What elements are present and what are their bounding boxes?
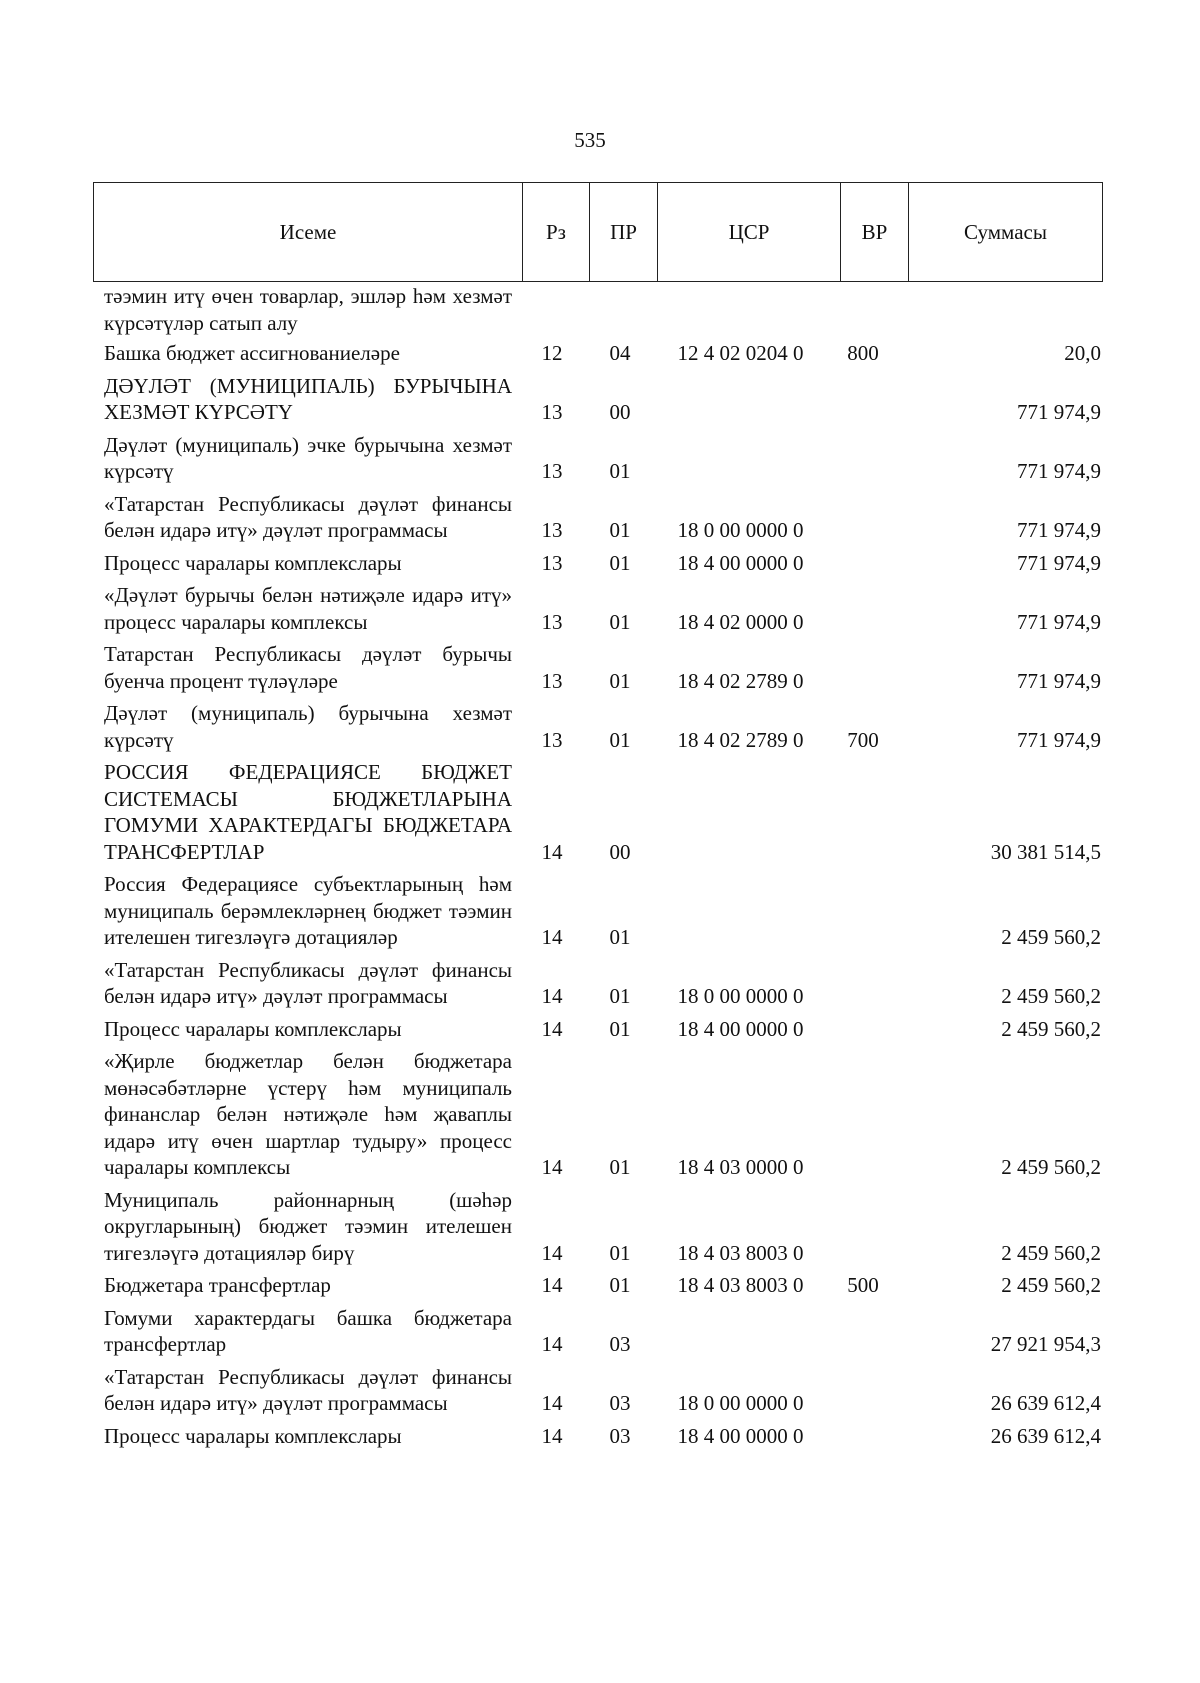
cell-sum: 27 921 954,3	[990, 1332, 1101, 1356]
cell-pr: 01	[609, 609, 631, 634]
cell-sum: 30 381 514,5	[990, 839, 1101, 864]
cell-rz: 14	[541, 1391, 563, 1415]
table-row	[104, 1305, 1101, 1358]
cell-rz: 14	[541, 1016, 563, 1041]
cell-name: «Татарстан Республикасы дәүләт финансы белән идарә итү» дәүләт программасы	[104, 1364, 512, 1415]
cell-name: Россия Федерациясе субъектларының һәм муниципаль берәмлекләрнең бюджет тәэмин ителешен тигезләүгә дотацияләр	[104, 872, 512, 949]
cell-csr: 18 4 03 8003 0	[677, 1240, 804, 1265]
cell-rz: 13	[541, 518, 563, 542]
table-row	[104, 1016, 1101, 1043]
table-row	[104, 1423, 1101, 1450]
column-header-vr: ВР	[841, 183, 909, 281]
table-row	[104, 582, 1101, 635]
cell-sum: 26 639 612,4	[990, 1391, 1101, 1415]
cell-pr: 01	[609, 668, 631, 693]
cell-csr: 18 4 03 8003 0	[677, 1273, 804, 1297]
cell-sum: 771 974,9	[1017, 609, 1101, 634]
cell-pr: 01	[609, 1155, 631, 1179]
table-row	[104, 432, 1101, 485]
cell-csr: 18 4 02 2789 0	[677, 727, 804, 752]
cell-sum: 26 639 612,4	[990, 1423, 1101, 1448]
cell-pr: 03	[609, 1332, 631, 1356]
table-row	[104, 283, 1101, 336]
cell-name: тәэмин итү өчен товарлар, эшләр һәм хезмәт күрсәтүләр сатып алу	[104, 284, 512, 335]
cell-sum: 771 974,9	[1017, 459, 1101, 483]
cell-pr: 01	[609, 727, 631, 752]
cell-rz: 14	[541, 925, 563, 949]
cell-name: Башка бюджет ассигнованиеләре	[104, 341, 400, 365]
cell-pr: 00	[609, 400, 631, 424]
cell-pr: 01	[609, 1240, 631, 1265]
cell-sum: 771 974,9	[1017, 668, 1101, 693]
table-header	[93, 182, 1103, 282]
cell-rz: 14	[541, 984, 563, 1008]
cell-sum: 2 459 560,2	[1001, 1273, 1101, 1297]
cell-pr: 01	[609, 925, 631, 949]
cell-csr: 18 4 03 0000 0	[677, 1155, 804, 1179]
cell-pr: 01	[609, 1273, 631, 1297]
cell-csr: 12 4 02 0204 0	[677, 341, 804, 365]
cell-sum: 2 459 560,2	[1001, 1016, 1101, 1041]
cell-csr: 18 4 02 0000 0	[677, 609, 804, 634]
column-header-sum: Суммасы	[964, 219, 1047, 244]
column-header-csr: ЦСР	[658, 183, 841, 281]
cell-name: «Татарстан Республикасы дәүләт финансы белән идарә итү» дәүләт программасы	[104, 491, 512, 542]
table-row	[104, 957, 1101, 1010]
cell-sum: 2 459 560,2	[1001, 984, 1101, 1008]
table-row	[104, 1187, 1101, 1267]
cell-pr: 01	[609, 550, 631, 575]
cell-pr: 03	[609, 1423, 631, 1448]
cell-name: «Татарстан Республикасы дәүләт финансы белән идарә итү» дәүләт программасы	[104, 957, 512, 1008]
table-row	[104, 550, 1101, 577]
cell-name: «Җирле бюджетлар белән бюджетара мөнәсәбәтләрне үстерү һәм муниципаль финанслар белән нәтиҗәле һәм җаваплы идарә итү өчен шартлар тудыру» процесс чаралары комплексы	[104, 1049, 512, 1179]
cell-rz: 14	[541, 1273, 563, 1297]
table-row	[104, 1364, 1101, 1417]
cell-sum: 771 974,9	[1017, 727, 1101, 752]
cell-rz: 14	[541, 1155, 563, 1179]
cell-rz: 13	[541, 550, 563, 575]
cell-rz: 14	[541, 1423, 563, 1448]
cell-csr: 18 4 00 0000 0	[677, 1016, 804, 1041]
cell-rz: 13	[541, 668, 563, 693]
cell-name: Процесс чаралары комплекслары	[104, 1423, 402, 1448]
cell-csr: 18 0 00 0000 0	[677, 984, 804, 1008]
cell-vr: 700	[847, 727, 879, 752]
cell-rz: 12	[541, 341, 563, 365]
cell-sum: 20,0	[1064, 341, 1101, 365]
cell-name: Дәүләт (муниципаль) эчке бурычына хезмәт күрсәтү	[104, 432, 512, 483]
cell-csr: 18 0 00 0000 0	[677, 1391, 804, 1415]
cell-rz: 14	[541, 839, 563, 864]
table-row	[104, 700, 1101, 753]
table-body	[104, 283, 1101, 1455]
table-row	[104, 1048, 1101, 1181]
cell-name: Дәүләт (муниципаль) бурычына хезмәт күрсәтү	[104, 701, 512, 752]
cell-vr: 500	[847, 1273, 879, 1297]
table-row	[104, 641, 1101, 694]
cell-pr: 01	[609, 984, 631, 1008]
cell-sum: 2 459 560,2	[1001, 1155, 1101, 1179]
cell-name: Гомуми характердагы башка бюджетара трансфертлар	[104, 1305, 512, 1356]
cell-sum: 771 974,9	[1017, 518, 1101, 542]
cell-csr: 18 4 00 0000 0	[677, 1423, 804, 1448]
cell-name: Бюджетара трансфертлар	[104, 1273, 331, 1297]
cell-rz: 13	[541, 727, 563, 752]
table-row	[104, 759, 1101, 865]
cell-sum: 771 974,9	[1017, 400, 1101, 424]
cell-pr: 03	[609, 1391, 631, 1415]
cell-pr: 01	[609, 518, 631, 542]
cell-sum: 2 459 560,2	[1001, 925, 1101, 949]
table-row	[104, 871, 1101, 951]
page-number: 535	[574, 128, 606, 152]
table-row	[104, 491, 1101, 544]
cell-rz: 13	[541, 400, 563, 424]
cell-name: РОССИЯ ФЕДЕРАЦИЯСЕ БЮДЖЕТ СИСТЕМАСЫ БЮДЖЕТЛАРЫНА ГОМУМИ ХАРАКТЕРДАГЫ БЮДЖЕТАРА ТРАНСФЕРТЛАР	[104, 760, 512, 864]
column-header-pr: ПР	[590, 183, 658, 281]
cell-pr: 01	[609, 1016, 631, 1041]
cell-pr: 04	[609, 341, 631, 365]
table-row	[104, 373, 1101, 426]
cell-rz: 14	[541, 1332, 563, 1356]
cell-name: Татарстан Республикасы дәүләт бурычы буенча процент түләүләре	[104, 642, 512, 693]
cell-sum: 771 974,9	[1017, 550, 1101, 575]
table-row	[104, 340, 1101, 367]
cell-name: Процесс чаралары комплекслары	[104, 1016, 402, 1041]
table-row	[104, 1272, 1101, 1299]
cell-name: ДӘҮЛӘТ (МУНИЦИПАЛЬ) БУРЫЧЫНА ХЕЗМӘТ КҮРСӘТҮ	[104, 373, 512, 424]
cell-csr: 18 0 00 0000 0	[677, 518, 804, 542]
cell-rz: 14	[541, 1240, 563, 1265]
cell-name: Процесс чаралары комплекслары	[104, 550, 402, 575]
cell-name: «Дәүләт бурычы белән нәтиҗәле идарә итү» процесс чаралары комплексы	[104, 583, 512, 634]
cell-csr: 18 4 02 2789 0	[677, 668, 804, 693]
cell-sum: 2 459 560,2	[1001, 1240, 1101, 1265]
cell-rz: 13	[541, 459, 563, 483]
cell-pr: 01	[609, 459, 631, 483]
cell-name: Муниципаль районнарның (шәһәр округларының) бюджет тәэмин ителешен тигезләүгә дотацияләр бирү	[104, 1187, 512, 1265]
column-header-name: Исеме	[94, 183, 523, 281]
cell-pr: 00	[609, 839, 631, 864]
cell-csr: 18 4 00 0000 0	[677, 550, 804, 575]
column-header-rz: Рз	[523, 183, 590, 281]
cell-vr: 800	[847, 341, 879, 365]
cell-rz: 13	[541, 609, 563, 634]
